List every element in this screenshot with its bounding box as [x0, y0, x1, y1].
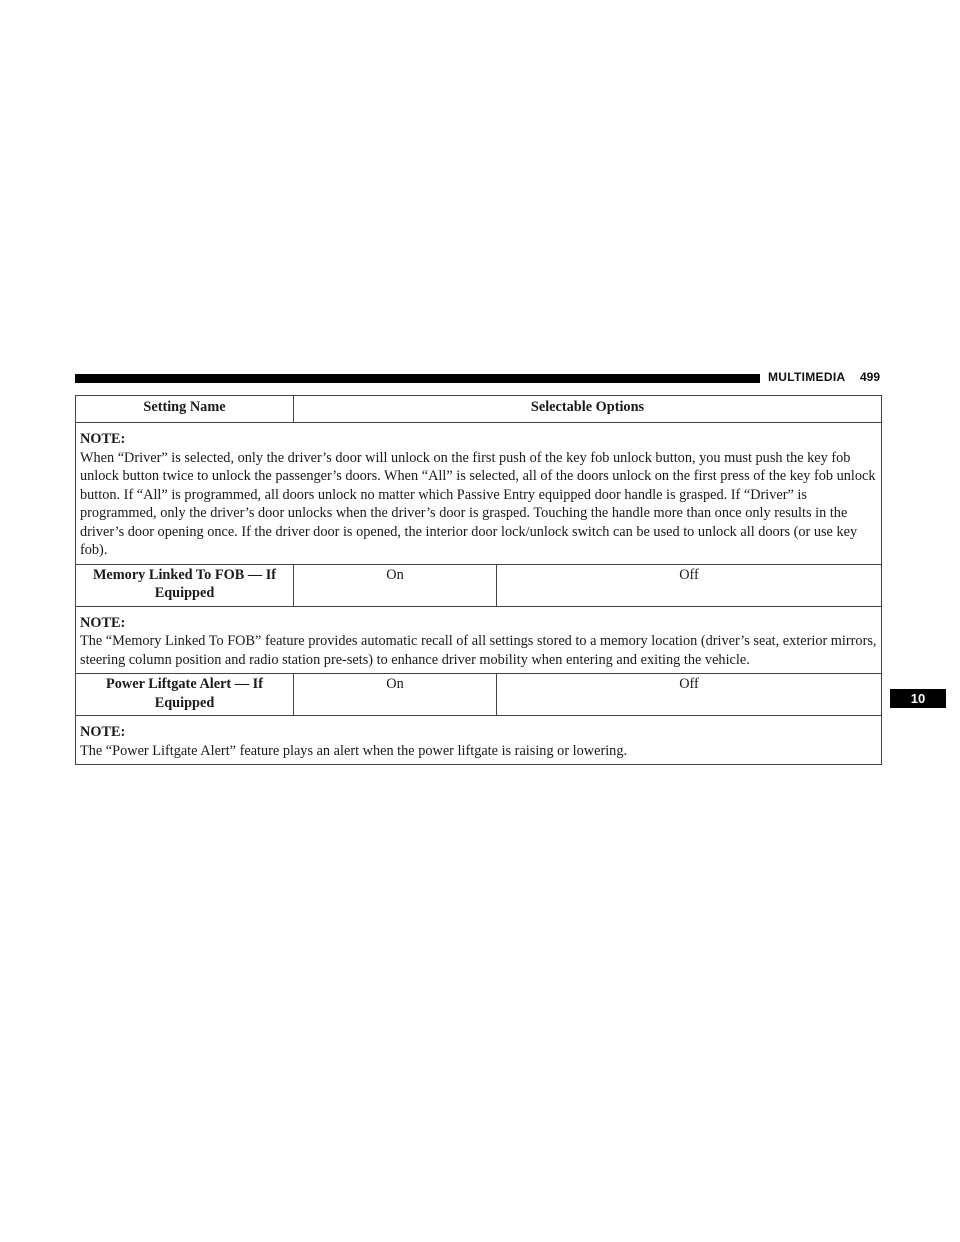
- note-label: NOTE:: [80, 431, 126, 447]
- setting-name-power-liftgate-alert: Power Liftgate Alert — If Equipped: [76, 674, 294, 716]
- note-text: When “Driver” is selected, only the driver’s door will unlock on the first push of the key fob unlock button, you must push the key fob unlock button twice to unlock the passenger’s doors. When “All” is selected, all of the doors unlock on the first press of the key fob unlock button. If “All” is programmed, all doors unlock no matter which Passive Entry equipped door handle is grasped. If “Driver” is programmed, only the driver’s door unlocks when the driver’s door is grasped. Touching the handle more than once only results in the driver’s door opening once. If the driver door is opened, the interior door lock/unlock switch can be used to unlock all doors (or use key fob).: [80, 449, 876, 558]
- settings-table: [75, 395, 882, 765]
- page-number: 499: [860, 370, 881, 384]
- column-header-setting-name: Setting Name: [76, 396, 294, 423]
- note-label: NOTE:: [80, 614, 126, 631]
- note-row: [76, 606, 882, 674]
- option-off: Off: [497, 564, 882, 606]
- option-on: On: [294, 674, 497, 716]
- table-row: [76, 674, 882, 716]
- section-title: MULTIMEDIA: [768, 370, 846, 384]
- note-cell: [76, 423, 882, 565]
- note-cell: [76, 606, 882, 674]
- chapter-tab: 10: [890, 689, 946, 708]
- option-off: Off: [497, 674, 882, 716]
- header-rule: [75, 374, 760, 383]
- note-text: The “Memory Linked To FOB” feature provides automatic recall of all settings stored to a memory location (driver’s seat, exterior mirrors, steering column position and radio station pre-sets) to enhance driver mobility when entering and exiting the vehicle.: [80, 633, 877, 668]
- column-header-selectable-options: Selectable Options: [294, 396, 882, 423]
- note-text: The “Power Liftgate Alert” feature plays an alert when the power liftgate is raising or lowering.: [80, 742, 628, 759]
- note-row: [76, 716, 882, 765]
- setting-name-memory-linked-fob: Memory Linked To FOB — If Equipped: [76, 564, 294, 606]
- note-row: [76, 423, 882, 565]
- note-label: NOTE:: [80, 724, 126, 740]
- table-header-row: [76, 396, 882, 423]
- option-on: On: [294, 564, 497, 606]
- table-row: [76, 564, 882, 606]
- note-cell: [76, 716, 882, 765]
